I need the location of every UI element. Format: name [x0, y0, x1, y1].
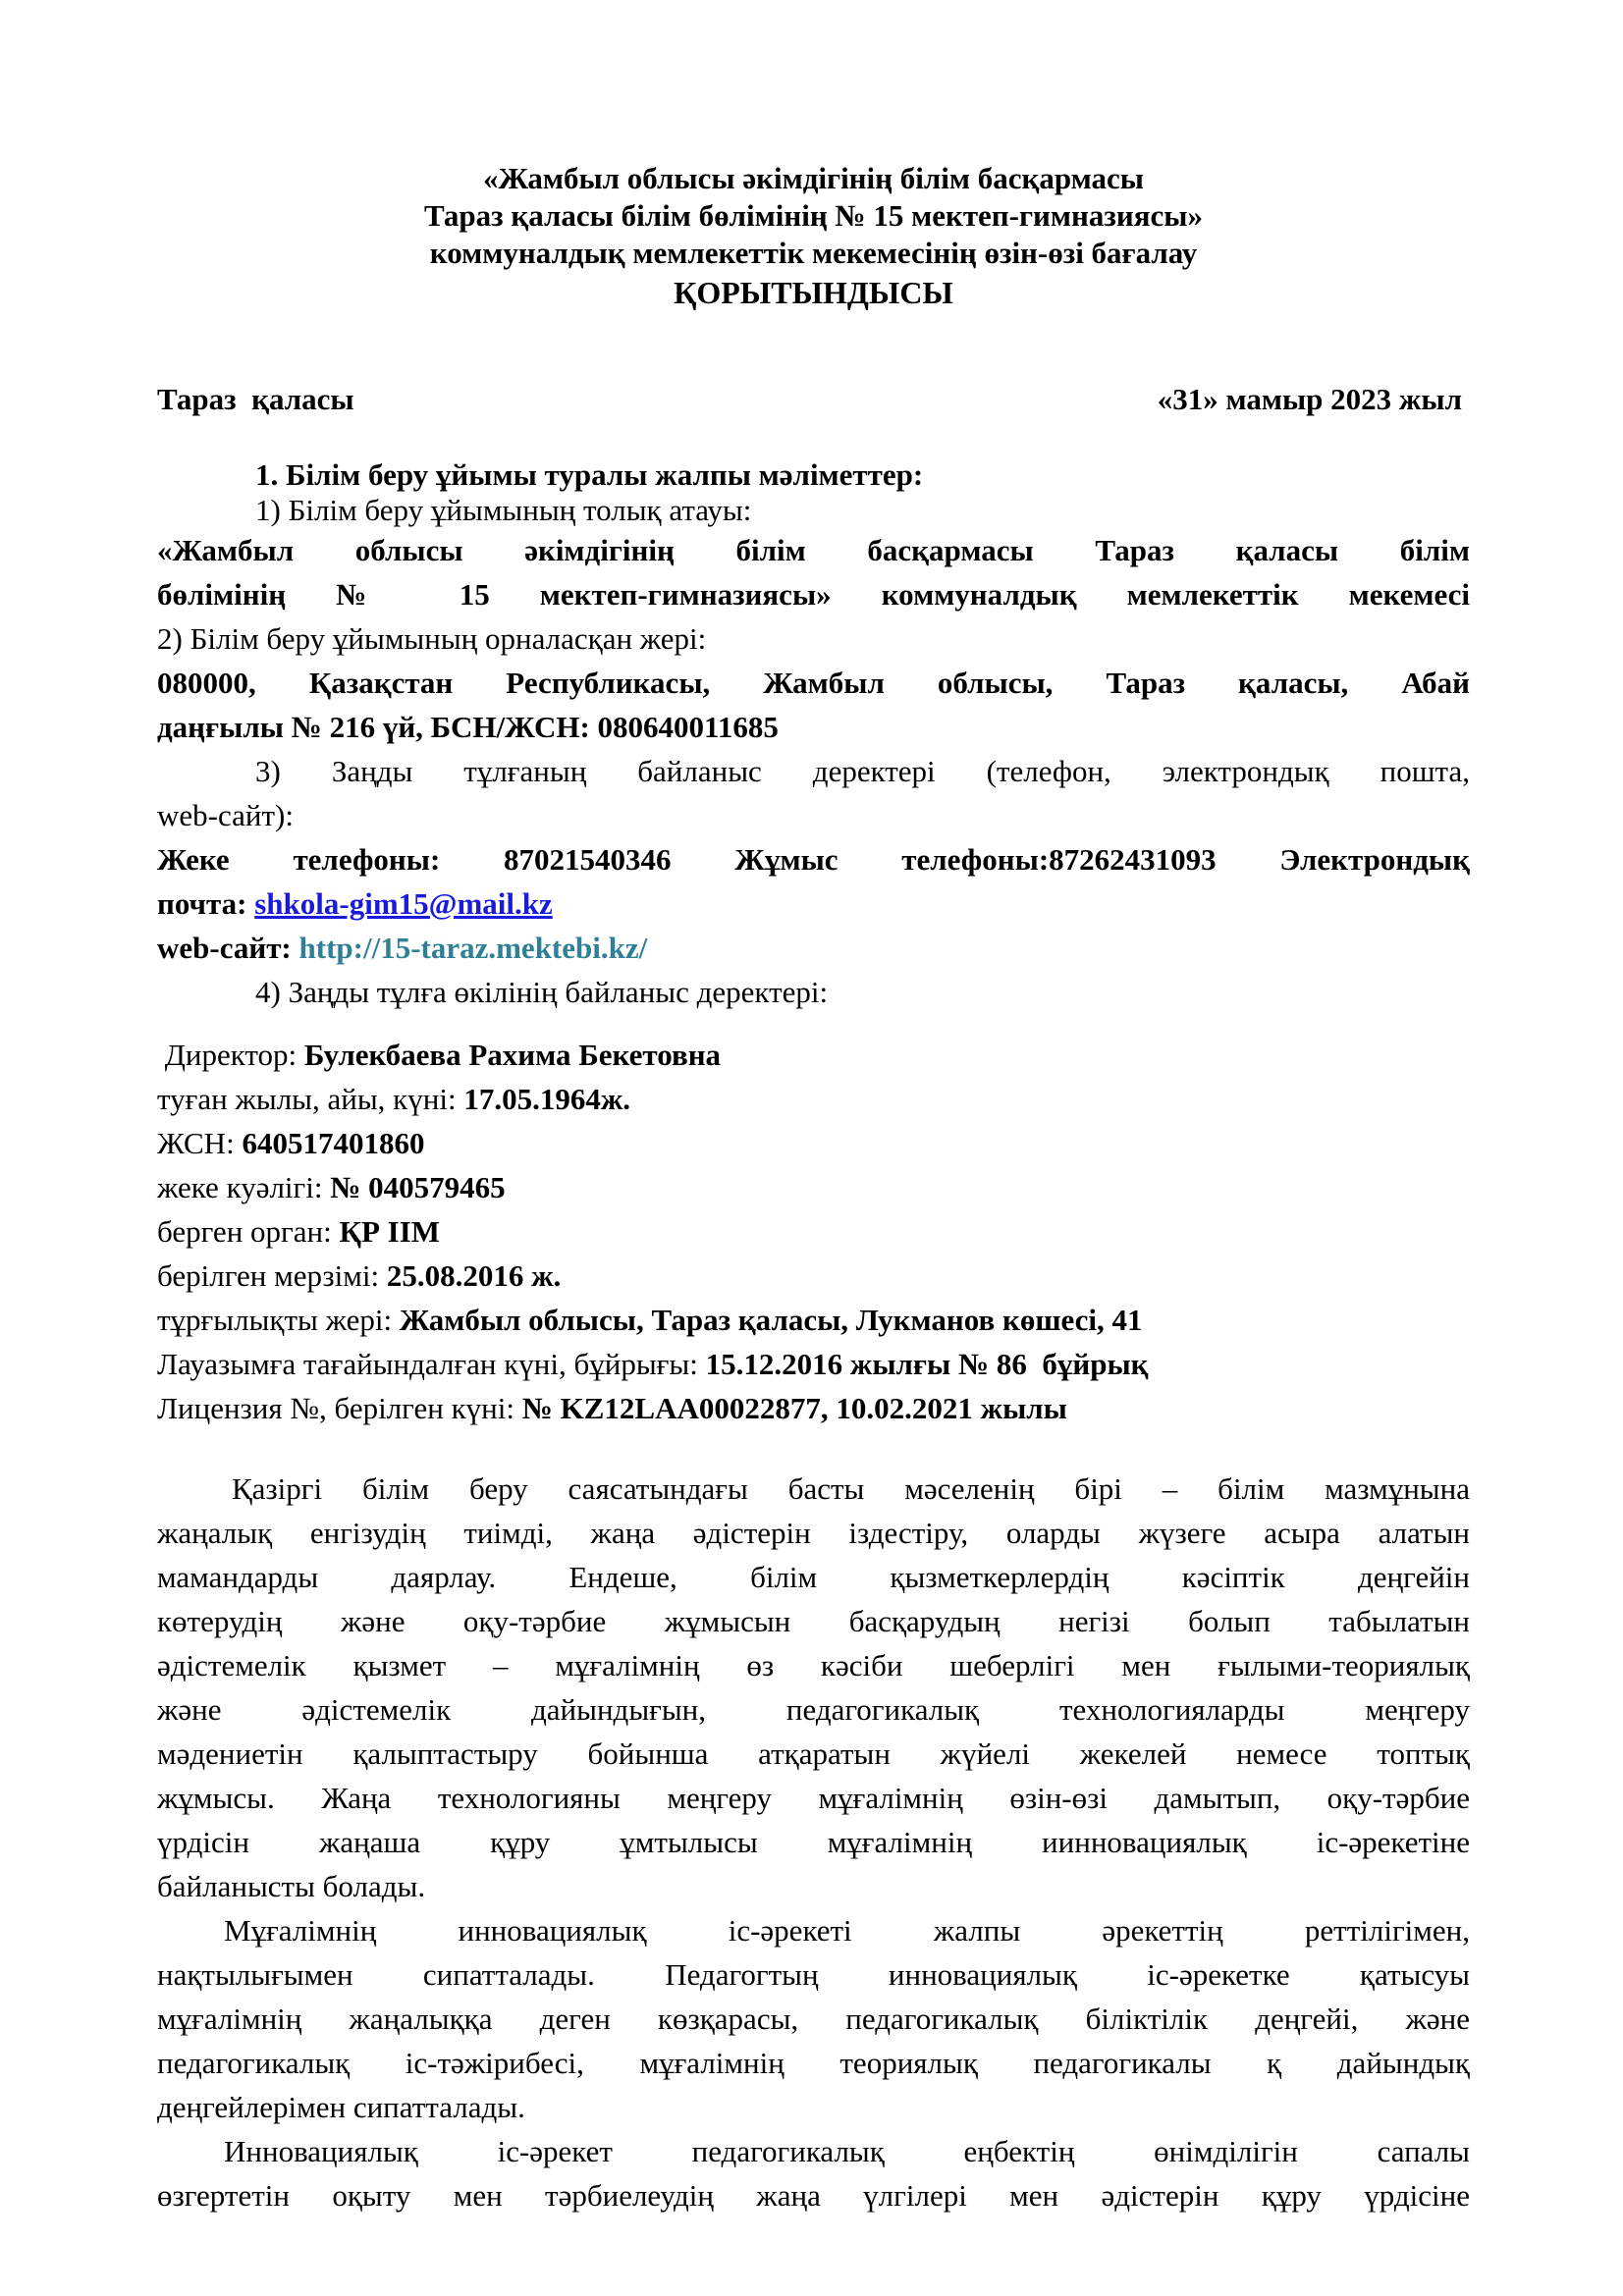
- email-link[interactable]: shkola-gim15@mail.kz: [254, 886, 553, 921]
- title-line-3: коммуналдық мемлекеттік мекемесінің өзін-өзі бағалау: [429, 236, 1198, 270]
- issue-date-label: берілген мерзімі:: [157, 1258, 387, 1293]
- paragraph-line: үрдісін жаңаша құру ұмтылысы мұғалімнің иинновациялық іс-әрекетіне: [157, 1825, 1470, 1859]
- paragraph-line: жұмысы. Жаңа технологияны меңгеру мұғалімнің өзін-өзі дамытып, оқу-тәрбие: [157, 1781, 1470, 1815]
- residence-value: Жамбыл облысы, Тараз қаласы, Лукманов көшесі, 41: [399, 1303, 1143, 1337]
- birthdate-label: туған жылы, айы, күні:: [157, 1082, 464, 1116]
- paragraph-line: және әдістемелік дайындығын, педагогикалық технологияларды меңгеру: [157, 1692, 1470, 1727]
- paragraph-1: [157, 1467, 1470, 1908]
- paragraph-line: әдістемелік қызмет – мұғалімнің өз кәсіби шеберлігі мен ғылыми-теориялық: [157, 1648, 1470, 1682]
- paragraph-line: жаңалық енгізудің тиімді, жаңа әдістерін іздестіру, оларды жүзеге асыра алатын: [157, 1516, 1470, 1550]
- paragraph-line: нақтылығымен сипатталады. Педагогтың инновациялық іс-әрекетке қатысуы: [157, 1957, 1470, 1992]
- appointment-value: 15.12.2016 жылғы № 86 бұйрық: [705, 1347, 1149, 1381]
- issue-date-row: [157, 1254, 1470, 1298]
- paragraph-line: деңгейлерімен сипатталады.: [157, 2090, 525, 2124]
- appointment-label: Лауазымға тағайындалған күні, бұйрығы:: [157, 1347, 706, 1381]
- iin-row: [157, 1121, 1470, 1165]
- issuer-row: [157, 1209, 1470, 1254]
- email-label: почта:: [157, 886, 255, 921]
- title-line-4: ҚОРЫТЫНДЫСЫ: [674, 275, 953, 310]
- website-label: web-сайт:: [157, 931, 299, 965]
- paragraph-line: мамандарды даярлау. Ендеше, білім қызметкерлердің кәсіптік деңгейін: [157, 1560, 1470, 1594]
- director-name: Булекбаева Рахима Бекетовна: [303, 1038, 722, 1072]
- section-general-details: [157, 528, 1470, 1014]
- id-card-row: [157, 1165, 1470, 1209]
- city-label: Тараз қаласы: [157, 382, 354, 416]
- item2-value-line-1: 080000, Қазақстан Республикасы, Жамбыл облысы, Тараз қаласы, Абай: [157, 666, 1470, 700]
- paragraph-line: Қазіргі білім беру саясатындағы басты мәселенің бірі – білім мазмұнына: [232, 1471, 1470, 1506]
- section-heading: 1. Білім беру ұйымы туралы жалпы мәліметтер:: [255, 457, 924, 492]
- iin-value: 640517401860: [242, 1126, 425, 1160]
- paragraph-line: өзгертетін оқыту мен тәрбиелеудің жаңа үлгілері мен әдістерін құру үрдісіне: [157, 2178, 1470, 2213]
- appointment-row: [157, 1342, 1470, 1386]
- residence-row: [157, 1298, 1470, 1342]
- paragraph-line: педагогикалық іс-тәжірибесі, мұғалімнің теориялық педагогикалы қ дайындық: [157, 2046, 1470, 2080]
- paragraph-line: Инновациялық іс-әрекет педагогикалық еңбектің өнімділігін сапалы: [224, 2134, 1470, 2168]
- director-row: [157, 1033, 1470, 1077]
- item4-label: 4) Заңды тұлға өкілінің байланыс деректері:: [255, 975, 829, 1009]
- paragraph-line: байланысты болады.: [157, 1869, 426, 1903]
- paragraph-line: Мұғалімнің инновациялық іс-әрекеті жалпы әрекеттің реттілігімен,: [224, 1913, 1470, 1948]
- title-line-2: Тараз қаласы білім бөлімінің № 15 мектеп-гимназиясы»: [424, 198, 1203, 233]
- issuer-value: ҚР ІІМ: [339, 1214, 441, 1249]
- issue-date-value: 25.08.2016 ж.: [386, 1258, 562, 1293]
- item1-value-line-1: «Жамбыл облысы әкімдігінің білім басқармасы Тараз қаласы білім: [157, 533, 1470, 567]
- website-row: [157, 926, 1470, 970]
- email-row: [157, 881, 1470, 926]
- issuer-label: берген орган:: [157, 1214, 340, 1249]
- item2-value-line-2: даңғылы № 216 үй, БСН/ЖСН: 080640011685: [157, 710, 779, 744]
- director-label: Директор:: [157, 1038, 304, 1072]
- license-label: Лицензия №, берілген күні:: [157, 1391, 522, 1425]
- item1-label: 1) Білім беру ұйымының толық атауы:: [255, 493, 752, 527]
- paragraph-3: [157, 2129, 1470, 2217]
- paragraph-line: мұғалімнің жаңалыққа деген көзқарасы, педагогикалық біліктілік деңгейі, және: [157, 2002, 1470, 2036]
- phones-line: Жеке телефоны: 87021540346 Жұмыс телефоны:87262431093 Электрондық: [157, 842, 1470, 877]
- paragraph-line: мәдениетін қалыптастыру бойынша атқаратын жүйелі жекелей немесе топтық: [157, 1736, 1470, 1771]
- document-title: [157, 160, 1470, 311]
- item3-label-line-2: web-сайт):: [157, 798, 294, 832]
- id-card-label: жеке куәлігі:: [157, 1170, 331, 1204]
- item2-label: 2) Білім беру ұйымының орналасқан жері:: [157, 621, 707, 656]
- title-line-1: «Жамбыл облысы әкімдігінің білім басқармасы: [482, 161, 1145, 195]
- item1-value-line-2: бөлімінің № 15 мектеп-гимназиясы» коммуналдық мемлекеттік мекемесі: [157, 577, 1470, 612]
- website-link[interactable]: http://15-taraz.mektebi.kz/: [298, 931, 648, 965]
- id-card-value: № 040579465: [330, 1170, 506, 1204]
- iin-label: ЖСН:: [157, 1126, 243, 1160]
- section-general-info: [157, 457, 1470, 528]
- paragraph-2: [157, 1908, 1470, 2129]
- paragraph-line: көтерудің және оқу-тәрбие жұмысын басқарудың негізі болып табылатын: [157, 1604, 1470, 1638]
- item3-label-line-1: 3) Заңды тұлғаның байланыс деректері (телефон, электрондық пошта,: [255, 754, 1470, 788]
- director-details: [157, 1033, 1470, 1430]
- document-date: «31» мамыр 2023 жыл: [1157, 382, 1462, 416]
- license-row: [157, 1386, 1470, 1430]
- birthdate-row: [157, 1077, 1470, 1121]
- license-value: № KZ12LAA00022877, 10.02.2021 жылы: [521, 1391, 1067, 1425]
- residence-label: тұрғылықты жері:: [157, 1303, 400, 1337]
- birthdate-value: 17.05.1964ж.: [463, 1082, 631, 1116]
